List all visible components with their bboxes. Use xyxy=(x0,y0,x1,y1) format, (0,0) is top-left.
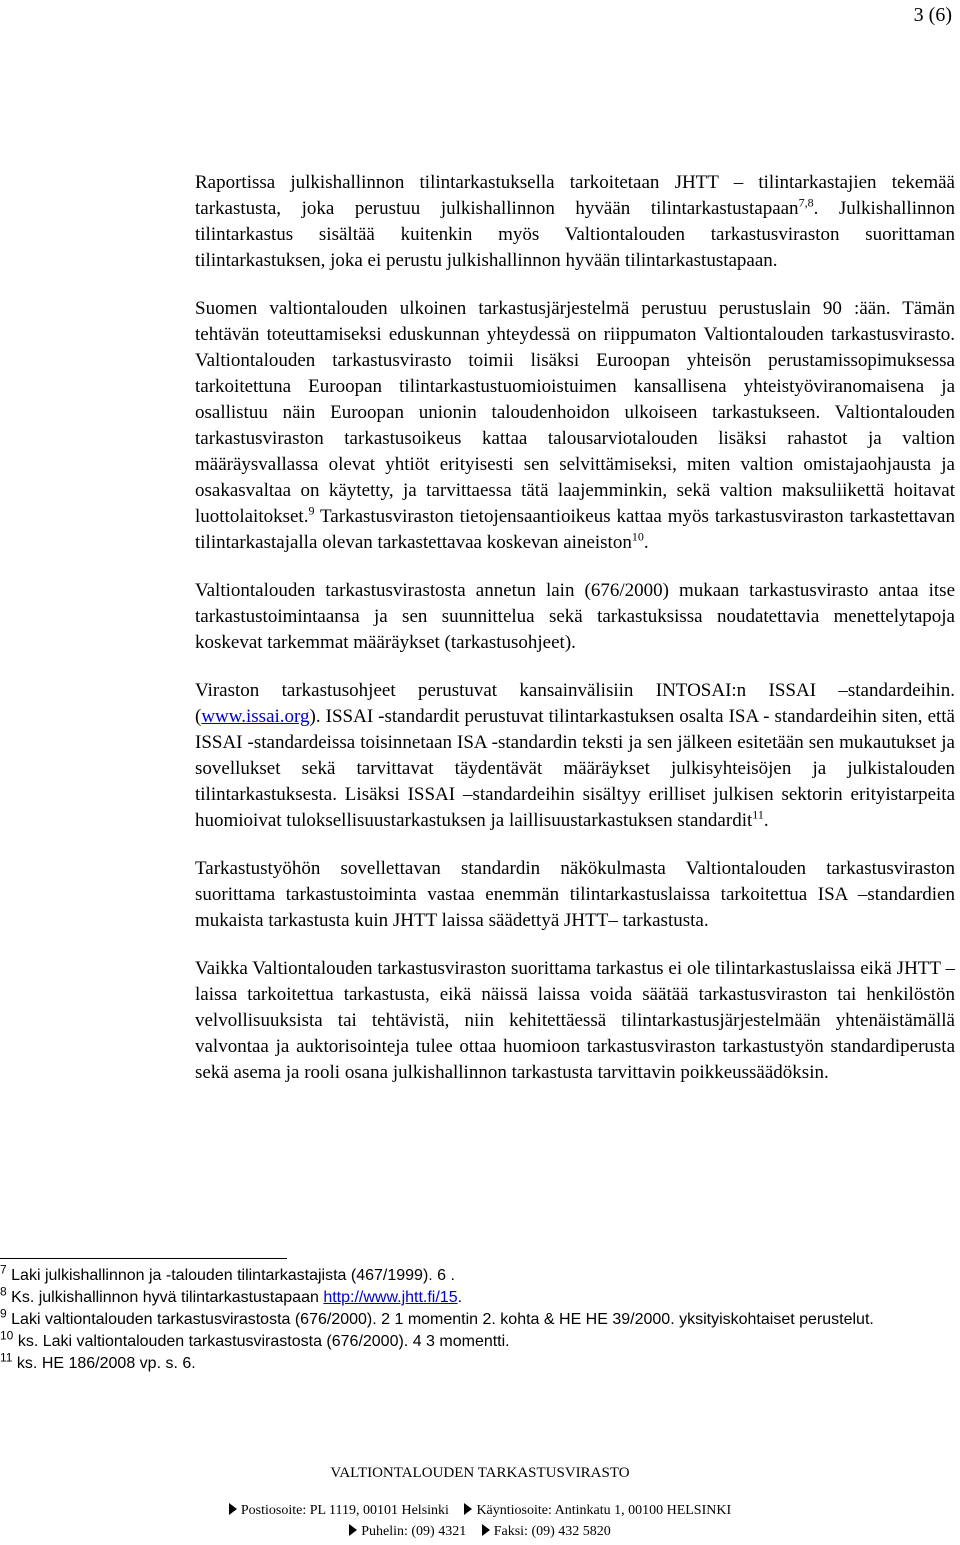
footnote-7 xyxy=(0,1262,940,1287)
footer-fax-text: Faksi: (09) 432 5820 xyxy=(493,1524,611,1539)
footnote-ref: 9 xyxy=(308,503,315,518)
footnote-number: 8 xyxy=(0,1284,7,1299)
paragraph-law: Valtiontalouden tarkastusvirastosta annetun lain (676/2000) mukaan tarkastusvirasto antaa itse tarkastustoimintaansa ja sen suunnittelua sekä tarkastuksissa noudatettavia menettelytapoja koskevat tarkemmat määräykset (tarkastusohjeet). xyxy=(195,580,955,653)
footer-visiting xyxy=(464,1503,731,1518)
footer-postal xyxy=(229,1503,449,1518)
paragraph-text: . xyxy=(643,532,649,553)
arrow-right-icon xyxy=(229,1503,237,1515)
footnotes xyxy=(0,1262,940,1375)
footer-contact-line xyxy=(0,1524,960,1540)
footnote-10 xyxy=(0,1328,940,1353)
footnote-text: Laki valtiontalouden tarkastusvirastosta (676/2000). 2 1 momentin 2. kohta & HE HE 39/2000. yksityiskohtaiset perustelut. xyxy=(11,1311,874,1328)
footnote-divider xyxy=(0,1258,287,1259)
jhtt-link[interactable]: http://www.jhtt.fi/15 xyxy=(323,1289,458,1306)
arrow-right-icon xyxy=(349,1524,357,1536)
footnote-text: Ks. julkishallinnon hyvä tilintarkastustapaan xyxy=(11,1289,324,1306)
paragraph-issai xyxy=(195,678,955,834)
footnote-number: 9 xyxy=(0,1306,7,1321)
paragraph-jhtt xyxy=(195,170,955,274)
paragraph-text: Suomen valtiontalouden ulkoinen tarkastusjärjestelmä perustuu perustuslain 90 :ään. Tämän tehtävän toteuttamiseksi eduskunnan yhteydessä on riippumaton Valtiontalouden tarkastusvirasto. Valtiontalouden tarkastusvirasto toimii lisäksi Euroopan yhteisön perustamissopimuksessa tarkoitettuna Euroopan tilintarkastustuomioistuimen kansallisena yhteistyöviranomaisena ja osallistuu näin Euroopan unionin taloudenhoidon ulkoiseen tarkastukseen. Valtiontalouden tarkastusviraston tarkastusoikeus kattaa talousarviotalouden lisäksi rahastot ja valtion määräysvallassa olevat yhtiöt erityisesti sen selvittämiseksi, miten valtion omistajaohjausta ja osakasvaltaa on käytetty, ja tarvittaessa tätä laajemminkin, sekä valtion maksuliikettä hoitavat luottolaitokset. xyxy=(195,298,955,527)
paragraph-text: ). ISSAI -standardit perustuvat tilintarkastuksen osalta ISA - standardeihin siten, että ISSAI -standardeissa toisinnetaan ISA -standardin teksti ja sen jälkeen esitetään sen mukautukset ja sovellukset sekä tarvittavat täydentävät määräykset julkisyhteisöjen ja julkistalouden tilintarkastuksesta. Lisäksi ISSAI –standardeihin sisältyy erilliset julkisen sektorin erityistarpeita huomioivat tuloksellisuustarkastuksen ja laillisuustarkastuksen standardit xyxy=(195,706,955,831)
paragraph-text: Tarkastusviraston tietojensaantioikeus kattaa myös tarkastusviraston tarkastettavan tilintarkastajalla olevan tarkastettavaa koskevan aineiston xyxy=(195,506,955,553)
paragraph-text: Raportissa julkishallinnon tilintarkastuksella tarkoitetaan JHTT – tilintarkastajien tekemää tarkastusta, joka perustuu julkishallinnon hyvään tilintarkastustapaan xyxy=(195,172,955,219)
footnote-text: . xyxy=(457,1289,463,1306)
footnote-text: Laki julkishallinnon ja -talouden tilintarkastajista (467/1999). 6 . xyxy=(11,1267,455,1284)
footnote-ref: 10 xyxy=(631,529,644,544)
footnote-9 xyxy=(0,1306,940,1331)
arrow-right-icon xyxy=(464,1503,472,1515)
main-text xyxy=(195,170,955,1108)
paragraph-text: . Julkishallinnon tilintarkastus sisältää kuitenkin myös Valtiontalouden tarkastusviraston suorittaman tilintarkastuksen, joka ei perustu julkishallinnon hyvään tilintarkastustapaan. xyxy=(195,198,955,271)
footer-phone-text: Puhelin: (09) 4321 xyxy=(361,1524,467,1539)
page-number: 3 (6) xyxy=(913,4,952,26)
paragraph-standard: Tarkastustyöhön sovellettavan standardin näkökulmasta Valtiontalouden tarkastusviraston suorittama tarkastustoiminta vastaa enemmän tilintarkastuslaissa tarkoitettua ISA –standardien mukaista tarkastusta kuin JHTT laissa säädettyä JHTT– tarkastusta. xyxy=(195,858,955,931)
footer-fax xyxy=(482,1524,611,1539)
footnote-number: 10 xyxy=(0,1328,14,1343)
footnote-ref: 7,8 xyxy=(798,195,814,210)
footnote-number: 7 xyxy=(0,1262,7,1277)
footnote-8 xyxy=(0,1284,940,1309)
footnote-11 xyxy=(0,1350,940,1375)
issai-link[interactable]: www.issai.org xyxy=(201,706,310,727)
paragraph-text: . xyxy=(763,810,769,831)
footnote-text: ks. HE 186/2008 vp. s. 6. xyxy=(16,1355,196,1372)
footer-organization: VALTIONTALOUDEN TARKASTUSVIRASTO xyxy=(330,1465,630,1481)
footer-visiting-text: Käyntiosoite: Antinkatu 1, 00100 HELSINKI xyxy=(476,1503,732,1518)
footer-address-line xyxy=(0,1503,960,1519)
paragraph-audit-system xyxy=(195,296,955,556)
paragraph-conclusion: Vaikka Valtiontalouden tarkastusviraston suorittama tarkastus ei ole tilintarkastuslaissa eikä JHTT –laissa tarkoitettua tarkastusta, eikä näissä laissa voida säätää tarkastusviraston tai henkilöstön velvollisuuksista tai tehtävistä, niin kehitettäessä tilintarkastusjärjestelmään yhtenäistämällä valvontaa ja auktorisointeja tulee ottaa huomioon tarkastusviraston tarkastustyön standardiperusta sekä asema ja rooli osana julkishallinnon tarkastusta tarvittavin poikkeussäädöksin. xyxy=(195,958,955,1083)
paragraph-text: Viraston tarkastusohjeet perustuvat kansainvälisiin INTOSAI:n ISSAI –standardeihin. ( xyxy=(195,680,955,727)
footnote-ref: 11 xyxy=(752,807,764,822)
footer-phone xyxy=(349,1524,466,1539)
footnote-number: 11 xyxy=(0,1350,13,1365)
footnote-text: ks. Laki valtiontalouden tarkastusvirastosta (676/2000). 4 3 momentti. xyxy=(17,1333,510,1350)
footer-postal-text: Postiosoite: PL 1119, 00101 Helsinki xyxy=(240,1503,449,1518)
arrow-right-icon xyxy=(482,1524,490,1536)
